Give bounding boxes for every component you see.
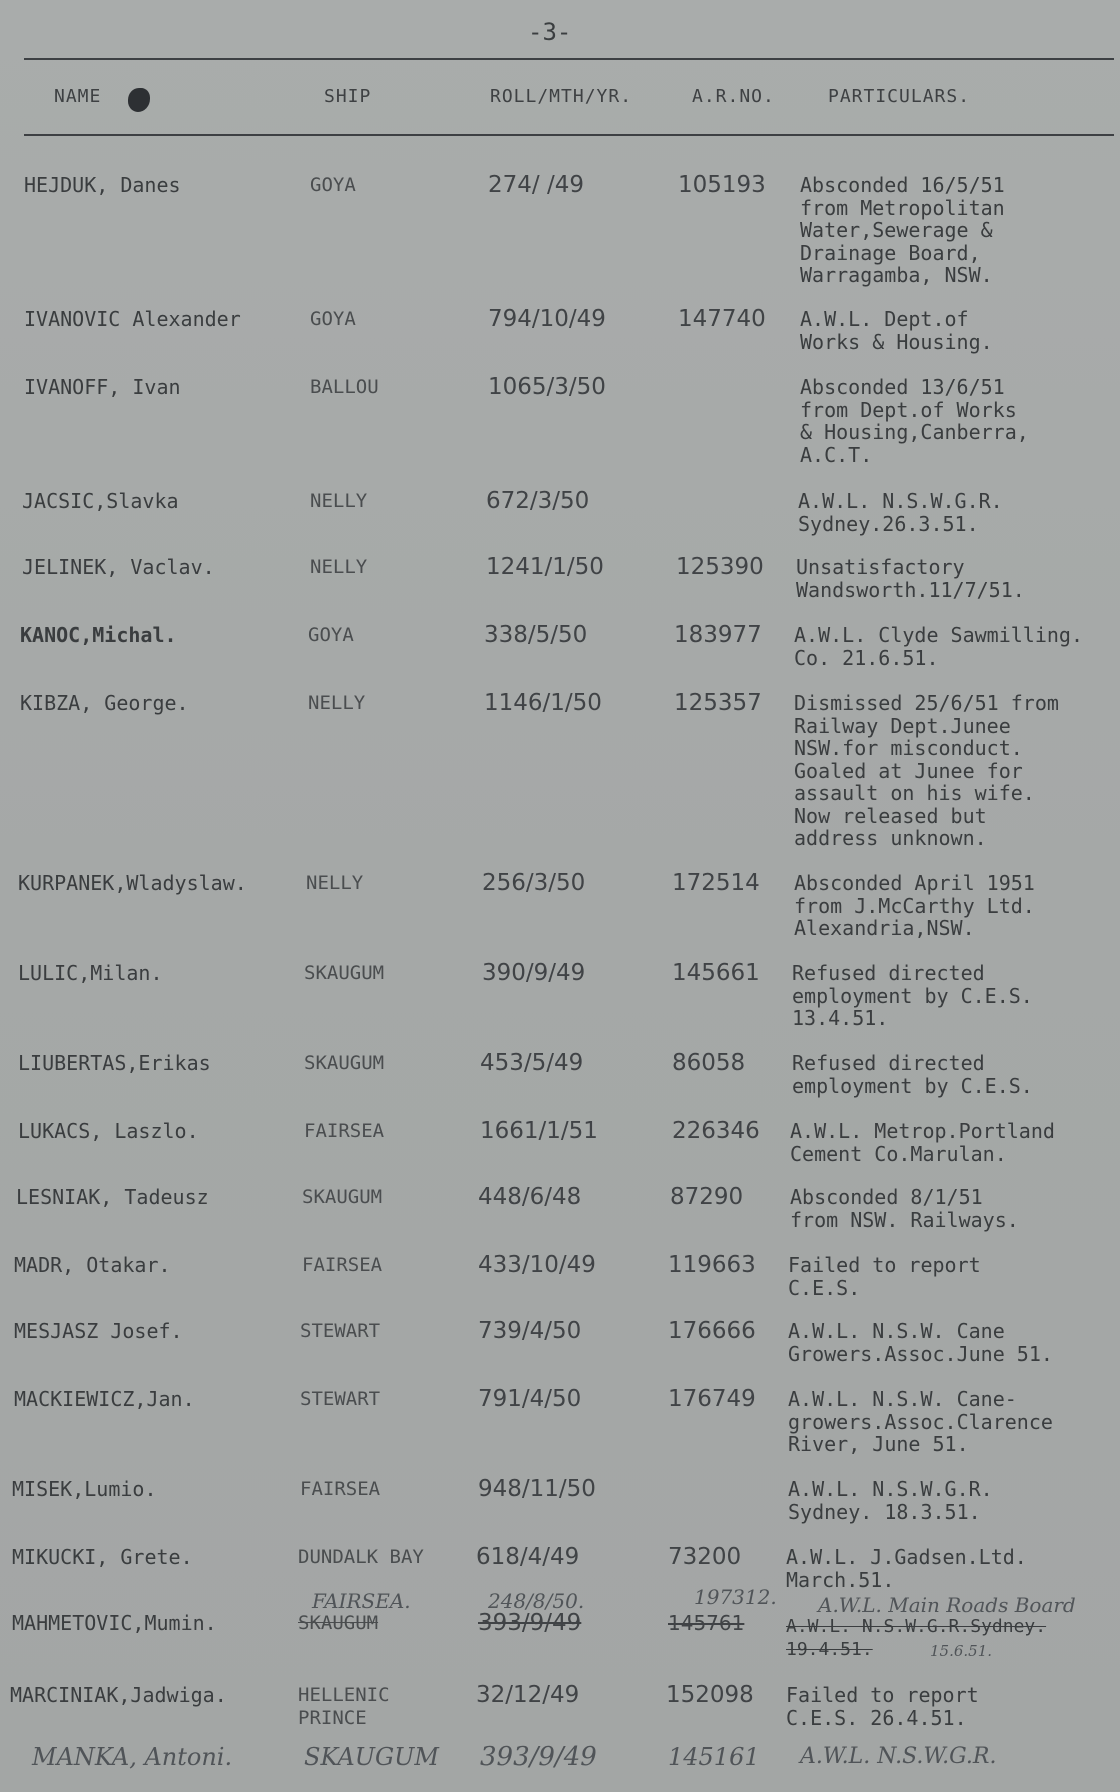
cell-name: MAHMETOVIC,Mumin. [12,1611,217,1635]
cell-particulars: Absconded April 1951 from J.McCarthy Ltd. Alexandria,NSW. [794,871,1035,940]
header-ship: SHIP [324,86,372,107]
cell-name: KIBZA, George. [20,691,189,715]
cell-name: HEJDUK, Danes [24,173,181,197]
page-number: -3- [528,18,572,46]
cell-ar-no: 172514 [672,870,760,896]
cell-ar-no: 145161 [668,1743,760,1771]
cell-name: MARCINIAK,Jadwiga. [10,1683,227,1707]
cell-ar-no: 176666 [668,1318,756,1344]
cell-ship: HELLENIC PRINCE [298,1684,390,1729]
cell-name: MIKUCKI, Grete. [12,1545,193,1569]
cell-roll: 393/9/49 [478,1610,582,1636]
cell-particulars: A.W.L. N.S.W.G.R. Sydney.26.3.51. [798,489,1003,536]
cell-ar-no: 183977 [674,622,762,648]
cell-ship: NELLY [310,490,368,512]
cell-roll: 390/9/49 [482,960,586,986]
cell-ship: STEWART [300,1320,381,1342]
cell-particulars: Refused directed employment by C.E.S. 13.4.51. [792,961,1033,1030]
cell-ship: NELLY [308,692,366,714]
header-particulars: PARTICULARS. [828,86,971,107]
cell-ship: SKAUGUM [304,1743,439,1771]
cell-particulars-handwritten: A.W.L. Main Roads Board [818,1593,1076,1617]
header-rule [24,134,1114,136]
cell-name: MESJASZ Josef. [14,1319,183,1343]
cell-particulars: A.W.L. N.S.W.G.R.Sydney. 19.4.51. [786,1616,1047,1660]
cell-roll: 393/9/49 [480,1742,597,1772]
cell-roll-handwritten: 248/8/50. [488,1589,585,1613]
cell-ship: SKAUGUM [304,962,385,984]
cell-particulars: Dismissed 25/6/51 from Railway Dept.Junee NSW.for misconduct. Goaled at Junee for assault on his wife. Now released but address unknown. [794,691,1059,850]
cell-ar-no: 152098 [666,1682,754,1708]
cell-name: KANOC,Michal. [20,623,177,647]
cell-ship: DUNDALK BAY [298,1546,424,1568]
cell-particulars: A.W.L. Dept.of Works & Housing. [800,307,993,354]
cell-ship: FAIRSEA [300,1478,381,1500]
cell-ar-no: 73200 [668,1544,742,1570]
cell-particulars: A.W.L. N.S.W.G.R. Sydney. 18.3.51. [788,1477,993,1524]
cell-ar-no: 226346 [672,1118,760,1144]
cell-particulars: Refused directed employment by C.E.S. [792,1051,1033,1098]
cell-roll: 672/3/50 [486,488,590,514]
cell-roll: 453/5/49 [480,1050,584,1076]
cell-ship: SKAUGUM [304,1052,385,1074]
cell-ship: BALLOU [310,376,379,398]
cell-ar-no: 86058 [672,1050,746,1076]
cell-roll: 1146/1/50 [484,690,602,716]
cell-roll: 948/11/50 [478,1476,596,1502]
cell-name: IVANOFF, Ivan [24,375,181,399]
top-rule [24,58,1114,60]
cell-particulars: A.W.L. N.S.W. Cane- growers.Assoc.Clarence River, June 51. [788,1387,1053,1456]
cell-roll: 256/3/50 [482,870,586,896]
cell-name: KURPANEK,Wladyslaw. [18,871,247,895]
cell-roll: 739/4/50 [478,1318,582,1344]
cell-roll: 1065/3/50 [488,374,606,400]
cell-name: LULIC,Milan. [18,961,163,985]
cell-ship: NELLY [310,556,368,578]
cell-roll: 1241/1/50 [486,554,604,580]
cell-name: JACSIC,Slavka [22,489,179,513]
cell-roll: 791/4/50 [478,1386,582,1412]
cell-ship-handwritten: FAIRSEA. [312,1589,411,1613]
cell-particulars: Failed to report C.E.S. [788,1253,981,1300]
cell-ship: GOYA [308,624,354,646]
cell-ship: GOYA [310,308,356,330]
cell-ship: STEWART [300,1388,381,1410]
cell-ship: FAIRSEA [302,1254,383,1276]
cell-ar-no: 125390 [676,554,764,580]
cell-ar-no: 145661 [672,960,760,986]
cell-roll: 448/6/48 [478,1184,582,1210]
cell-ar-no: 145761 [668,1611,745,1635]
cell-particulars-date-handwritten: 15.6.51. [930,1642,993,1660]
cell-name: MADR, Otakar. [14,1253,171,1277]
cell-ship: SKAUGUM [298,1612,379,1634]
header-name: NAME [54,86,102,107]
cell-particulars: Absconded 16/5/51 from Metropolitan Water,Sewerage & Drainage Board, Warragamba, NSW. [800,173,1005,287]
cell-particulars: Failed to report C.E.S. 26.4.51. [786,1683,979,1730]
cell-roll: 338/5/50 [484,622,588,648]
cell-ship: NELLY [306,872,364,894]
header-ar-no: A.R.NO. [692,86,775,107]
cell-roll: 1661/1/51 [480,1118,598,1144]
cell-ship: GOYA [310,174,356,196]
cell-name: IVANOVIC Alexander [24,307,241,331]
cell-ar-no: 119663 [668,1252,756,1278]
cell-roll: 433/10/49 [478,1252,596,1278]
cell-ar-no: 147740 [678,306,766,332]
cell-ar-no: 87290 [670,1184,744,1210]
cell-roll: 274/ /49 [488,172,584,198]
cell-ar-no: 176749 [668,1386,756,1412]
cell-name: JELINEK, Vaclav. [22,555,215,579]
cell-particulars: A.W.L. N.S.W.G.R. [800,1744,997,1769]
cell-name: MISEK,Lumio. [12,1477,157,1501]
cell-name: MANKA, Antoni. [32,1743,233,1771]
cell-particulars: Absconded 13/6/51 from Dept.of Works & Housing,Canberra, A.C.T. [800,375,1029,467]
cell-roll: 618/4/49 [476,1544,580,1570]
cell-ar-no: 125357 [674,690,762,716]
cell-name: MACKIEWICZ,Jan. [14,1387,195,1411]
cell-name: LESNIAK, Tadeusz [16,1185,209,1209]
ink-smudge [128,88,150,112]
cell-particulars: Absconded 8/1/51 from NSW. Railways. [790,1185,1019,1232]
cell-particulars: A.W.L. N.S.W. Cane Growers.Assoc.June 51. [788,1319,1053,1366]
header-roll: ROLL/MTH/YR. [490,86,633,107]
cell-particulars: A.W.L. Clyde Sawmilling. Co. 21.6.51. [794,623,1083,670]
cell-ar-no: 105193 [678,172,766,198]
cell-particulars: A.W.L. J.Gadsen.Ltd. March.51. [786,1545,1027,1592]
cell-roll: 794/10/49 [488,306,606,332]
cell-ar-no-handwritten: 197312. [694,1585,777,1609]
cell-particulars: A.W.L. Metrop.Portland Cement Co.Marulan. [790,1119,1055,1166]
cell-name: LUKACS, Laszlo. [18,1119,199,1143]
cell-ship: SKAUGUM [302,1186,383,1208]
cell-roll: 32/12/49 [476,1682,580,1708]
cell-ship: FAIRSEA [304,1120,385,1142]
cell-particulars: Unsatisfactory Wandsworth.11/7/51. [796,555,1025,602]
cell-name: LIUBERTAS,Erikas [18,1051,211,1075]
